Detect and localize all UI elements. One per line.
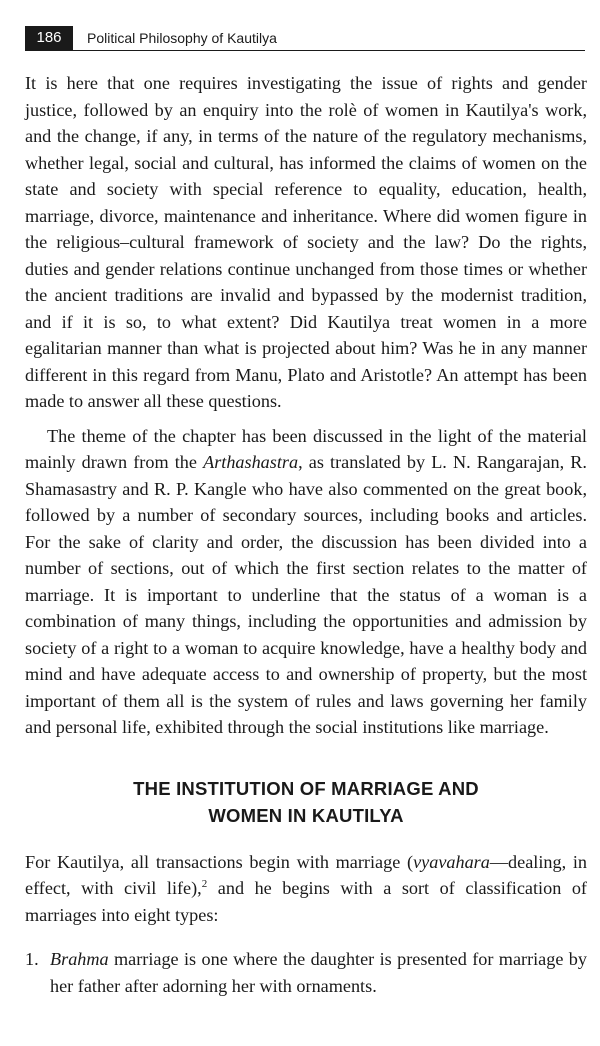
paragraph-3-text-start: For Kautilya, all transactions begin with marriage ( [25,851,414,872]
section-heading-line-2: WOMEN IN KAUTILYA [208,804,404,826]
marriage-type-name: Brahma [50,949,109,969]
paragraph-marriage-intro [25,849,587,929]
page-number: 186 [25,26,73,50]
section-heading-line-1: THE INSTITUTION OF MARRIAGE AND [133,777,479,799]
arthashastra-title: Arthashastra [203,452,299,472]
vyavahara-term: vyavahara [413,851,490,872]
paragraph-chapter-theme [25,423,587,741]
section-heading [25,775,587,829]
running-title: Political Philosophy of Kautilya [87,30,277,46]
footnote-reference[interactable]: 2 [201,877,208,890]
paragraph-3-text-middle: —dealing, in effect, with civil life), [25,851,587,898]
paragraph-2-text-end: , as translated by L. N. Rangarajan, R. Shamasastry and R. P. Kangle who have also commented on the great book, followed by a number of secondary sources, including books and articles. For the sake of clarity and order, the discussion has been divided into a number of sections, out of which the first section relates to the matter of marriage. It is important to underline that the status of a woman is a combination of many things, including the opportunities and admission by society of a right to a woman to acquire knowledge, have a healthy body and mind and have adequate access to and ownership of property, but the most important of them all is the system of rules and laws governing her family and personal life, exhibited through the social institutions like marriage. [25,452,587,737]
running-head [25,26,585,51]
marriage-types-list [25,946,587,999]
list-item-number: 1. [25,949,39,969]
paragraph-2-text-start: The theme of the chapter has been discussed in the light of the material mainly drawn from the [25,425,587,472]
paragraph-rights-gender-justice: It is here that one requires investigating the issue of rights and gender justice, followed by an enquiry into the rolè of women in Kautilya's work, and the change, if any, in terms of the nature of the regulatory mechanisms, whether legal, social and cultural, has informed the claims of women on the state and society with special reference to equality, education, health, marriage, divorce, maintenance and inheritance. Where did women figure in the religious–cultural framework of society and the law? Do the rights, duties and gender relations continue unchanged from those times or whether the ancient traditions are invalid and bypassed by the modernist tradition, and if it is so, to what extent? Did Kautilya treat women in a more egalitarian manner than what is projected about him? Was he in any manner different in this regard from Manu, Plato and Aristotle? An attempt has been made to answer all these questions. [25,73,587,411]
paragraph-3-text-end: and he begins with a sort of classification of marriages into eight types: [25,878,587,925]
list-item-text: marriage is one where the daughter is presented for marriage by her father after adorning her with ornaments. [50,949,587,996]
body-text [25,70,587,999]
list-item [25,946,587,999]
